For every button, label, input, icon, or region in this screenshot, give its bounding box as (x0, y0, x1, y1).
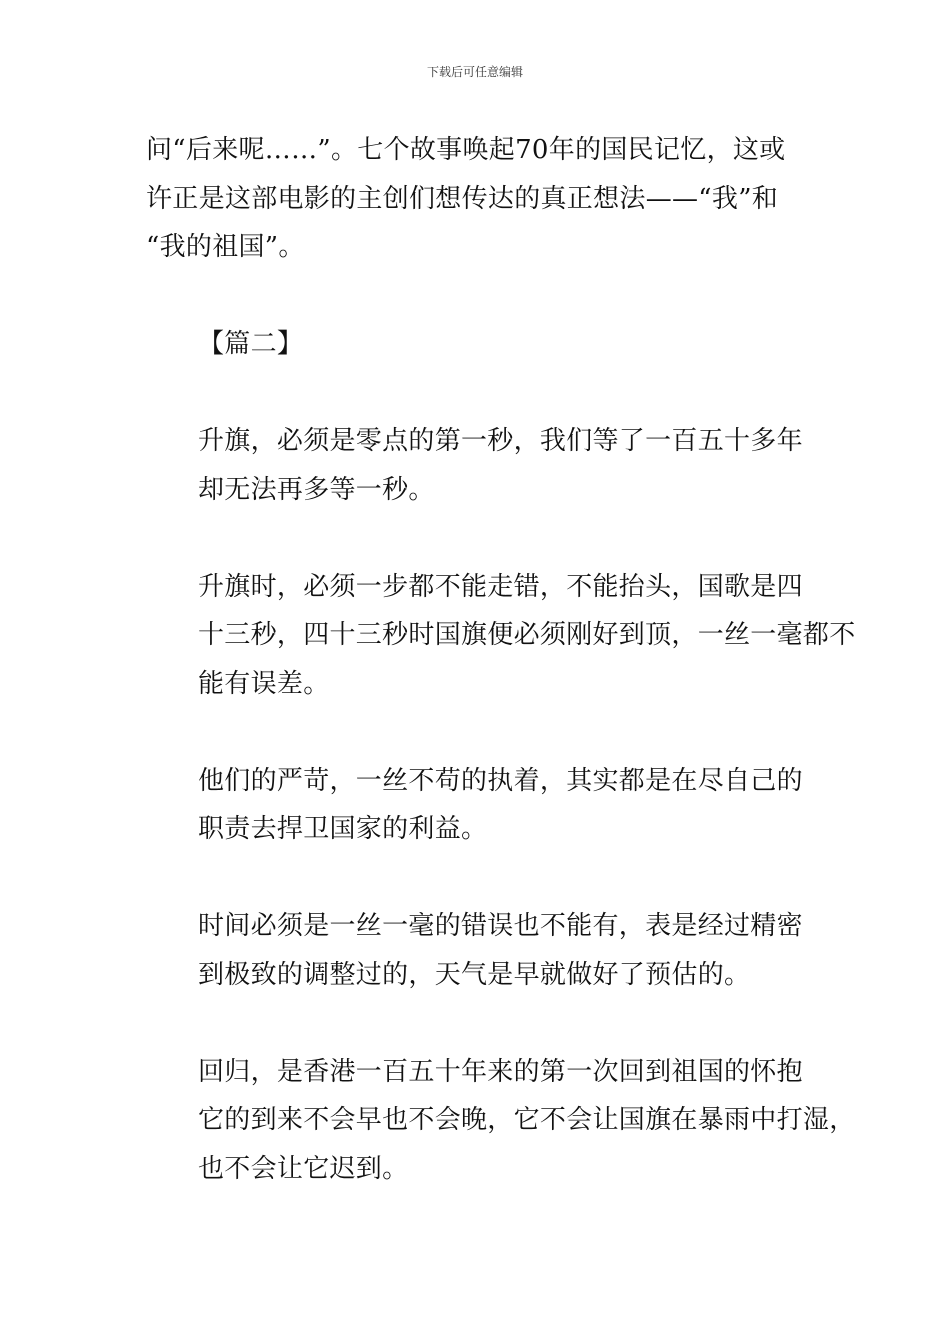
text-line: 却无法再多等一秒。 (198, 474, 435, 505)
paragraph (146, 563, 856, 709)
text-line: 许正是这部电影的主创们想传达的真正想法——“我”和 (146, 183, 779, 214)
text-line: “我的祖国”。 (146, 232, 305, 262)
paragraph (146, 902, 811, 999)
text-line: 他们的严苛，一丝不苟的执着，其实都是在尽自己的 (198, 765, 803, 796)
paragraph (146, 1048, 856, 1194)
text-line: 到极致的调整过的，天气是早就做好了预估的。 (198, 959, 751, 990)
text-line: 十三秒，四十三秒时国旗便必须刚好到顶，一丝一毫都不 (198, 620, 856, 650)
document-body (146, 126, 856, 1193)
text-line: 它的到来不会早也不会晚，它不会让国旗在暴雨中打湿， (198, 1105, 856, 1135)
text-line: 职责去捍卫国家的利益。 (198, 814, 488, 844)
paragraph (146, 757, 811, 854)
section-title: 【篇二】 (198, 329, 304, 359)
page-header: 下载后可任意编辑 (426, 65, 523, 79)
text-line: 升旗，必须是零点的第一秒，我们等了一百五十多年 (198, 426, 803, 456)
text-line: 回归，是香港一百五十年来的第一次回到祖国的怀抱 (198, 1056, 803, 1087)
text-line: 能有误差。 (198, 668, 330, 699)
paragraph (146, 126, 811, 272)
text-line: 也不会让它迟到。 (198, 1153, 409, 1184)
paragraph (146, 417, 811, 514)
section-heading (146, 320, 811, 369)
text-line: 问“后来呢……”。七个故事唤起70年的国民记忆，这或 (146, 135, 786, 165)
text-line: 升旗时，必须一步都不能走错，不能抬头，国歌是四 (198, 571, 803, 602)
text-line: 时间必须是一丝一毫的错误也不能有，表是经过精密 (198, 911, 803, 941)
